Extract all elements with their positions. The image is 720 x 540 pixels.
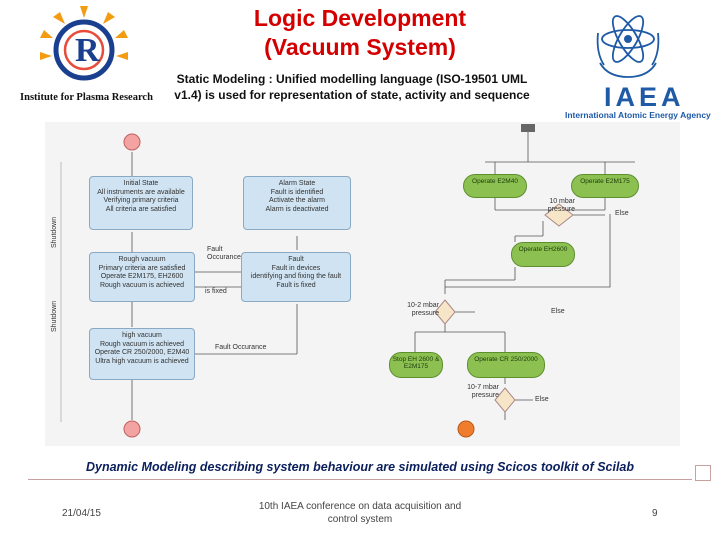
state-line: Primary criteria are satisfied	[98, 264, 186, 272]
state-alarm	[243, 176, 351, 230]
activity-end-node-icon	[458, 421, 474, 437]
footer-divider	[28, 479, 692, 480]
title-line-2: (Vacuum System)	[264, 34, 456, 60]
state-line: Operate CR 250/2000, E2M40	[94, 349, 190, 356]
slide-title	[190, 4, 530, 62]
state-line: Fault in devices	[271, 264, 321, 272]
state-title: Rough vacuum	[118, 256, 166, 263]
state-line: All instruments are available	[97, 188, 185, 196]
swimlane-label-2: Shutdown	[51, 300, 58, 332]
slide-subtitle: Static Modeling : Unified modelling language (ISO-19501 UML v1.4) is used for representation of state, activity and sequence	[174, 72, 530, 102]
state-line: Verifying primary criteria	[103, 197, 179, 204]
state-line: Fault is fixed	[276, 281, 316, 289]
swimlane-label-1: Shutdown	[51, 216, 58, 248]
else-label-3: Else	[535, 396, 549, 403]
state-line: Operate E2M175, EH2600	[100, 273, 184, 280]
activity-operate-e2m40: Operate E2M40	[463, 174, 527, 198]
state-line: Rough vacuum is achieved	[99, 281, 185, 289]
footer-conference	[240, 500, 480, 526]
footer-conference-line-2: control system	[327, 514, 393, 525]
state-high-vacuum	[89, 328, 195, 380]
decision-10-7-mbar: 10-7 mbar pressure	[467, 384, 499, 399]
state-line: All criteria are satisfied	[105, 205, 177, 213]
iaea-agency-name: International Atomic Energy Agency	[565, 110, 711, 120]
state-initial	[89, 176, 193, 230]
state-title: high vacuum	[122, 332, 162, 339]
title-line-1: Logic Development	[253, 5, 467, 31]
state-rough-vacuum	[89, 252, 195, 302]
page-number: 9	[652, 508, 658, 519]
decision-10-2-mbar: 10-2 mbar pressure	[407, 302, 439, 317]
state-fault	[241, 252, 351, 302]
activity-operate-eh2600: Operate EH2600	[511, 242, 575, 267]
svg-text:R: R	[75, 32, 100, 69]
state-title: Initial State	[123, 180, 159, 187]
state-line: Ultra high vacuum is achieved	[95, 357, 189, 365]
state-line: Fault is identified	[270, 188, 324, 196]
activity-stop-eh2600-e2m175: Stop EH 2600 & E2M175	[389, 352, 443, 378]
state-title: Fault	[288, 256, 304, 263]
end-node-icon	[124, 421, 140, 437]
ipr-name: Institute for Plasma Research	[20, 92, 153, 103]
iaea-emblem-icon	[594, 3, 662, 81]
state-title: Alarm State	[278, 180, 316, 187]
state-line: identifying and fixing the fault	[250, 273, 342, 280]
else-label-1: Else	[615, 210, 629, 217]
diagram-panel	[45, 122, 680, 446]
activity-start-bar-icon	[521, 124, 535, 132]
start-node-icon	[124, 134, 140, 150]
state-line: Rough vacuum is achieved	[99, 340, 185, 348]
state-line: Activate the alarm	[268, 197, 326, 204]
decision-10-mbar: 10 mbar pressure	[547, 198, 575, 213]
footer-conference-line-1: 10th IAEA conference on data acquisition and	[258, 501, 462, 512]
diagram-caption: Dynamic Modeling describing system behaviour are simulated using Scicos toolkit of Scilab	[85, 460, 635, 474]
activity-operate-cr250: Operate CR 250/2000	[467, 352, 545, 378]
iaea-acronym: IAEA	[604, 82, 685, 112]
transition-fault-occurance-1: Fault Occurance	[207, 246, 241, 261]
state-line: Alarm is deactivated	[265, 205, 329, 213]
corner-square-icon	[695, 465, 711, 481]
else-label-2: Else	[551, 308, 565, 315]
transition-fault-occurance-2: Fault Occurance	[215, 344, 267, 351]
activity-operate-e2m175: Operate E2M175	[571, 174, 639, 198]
footer-date: 21/04/15	[62, 508, 101, 519]
transition-is-fixed: is fixed	[205, 288, 227, 295]
